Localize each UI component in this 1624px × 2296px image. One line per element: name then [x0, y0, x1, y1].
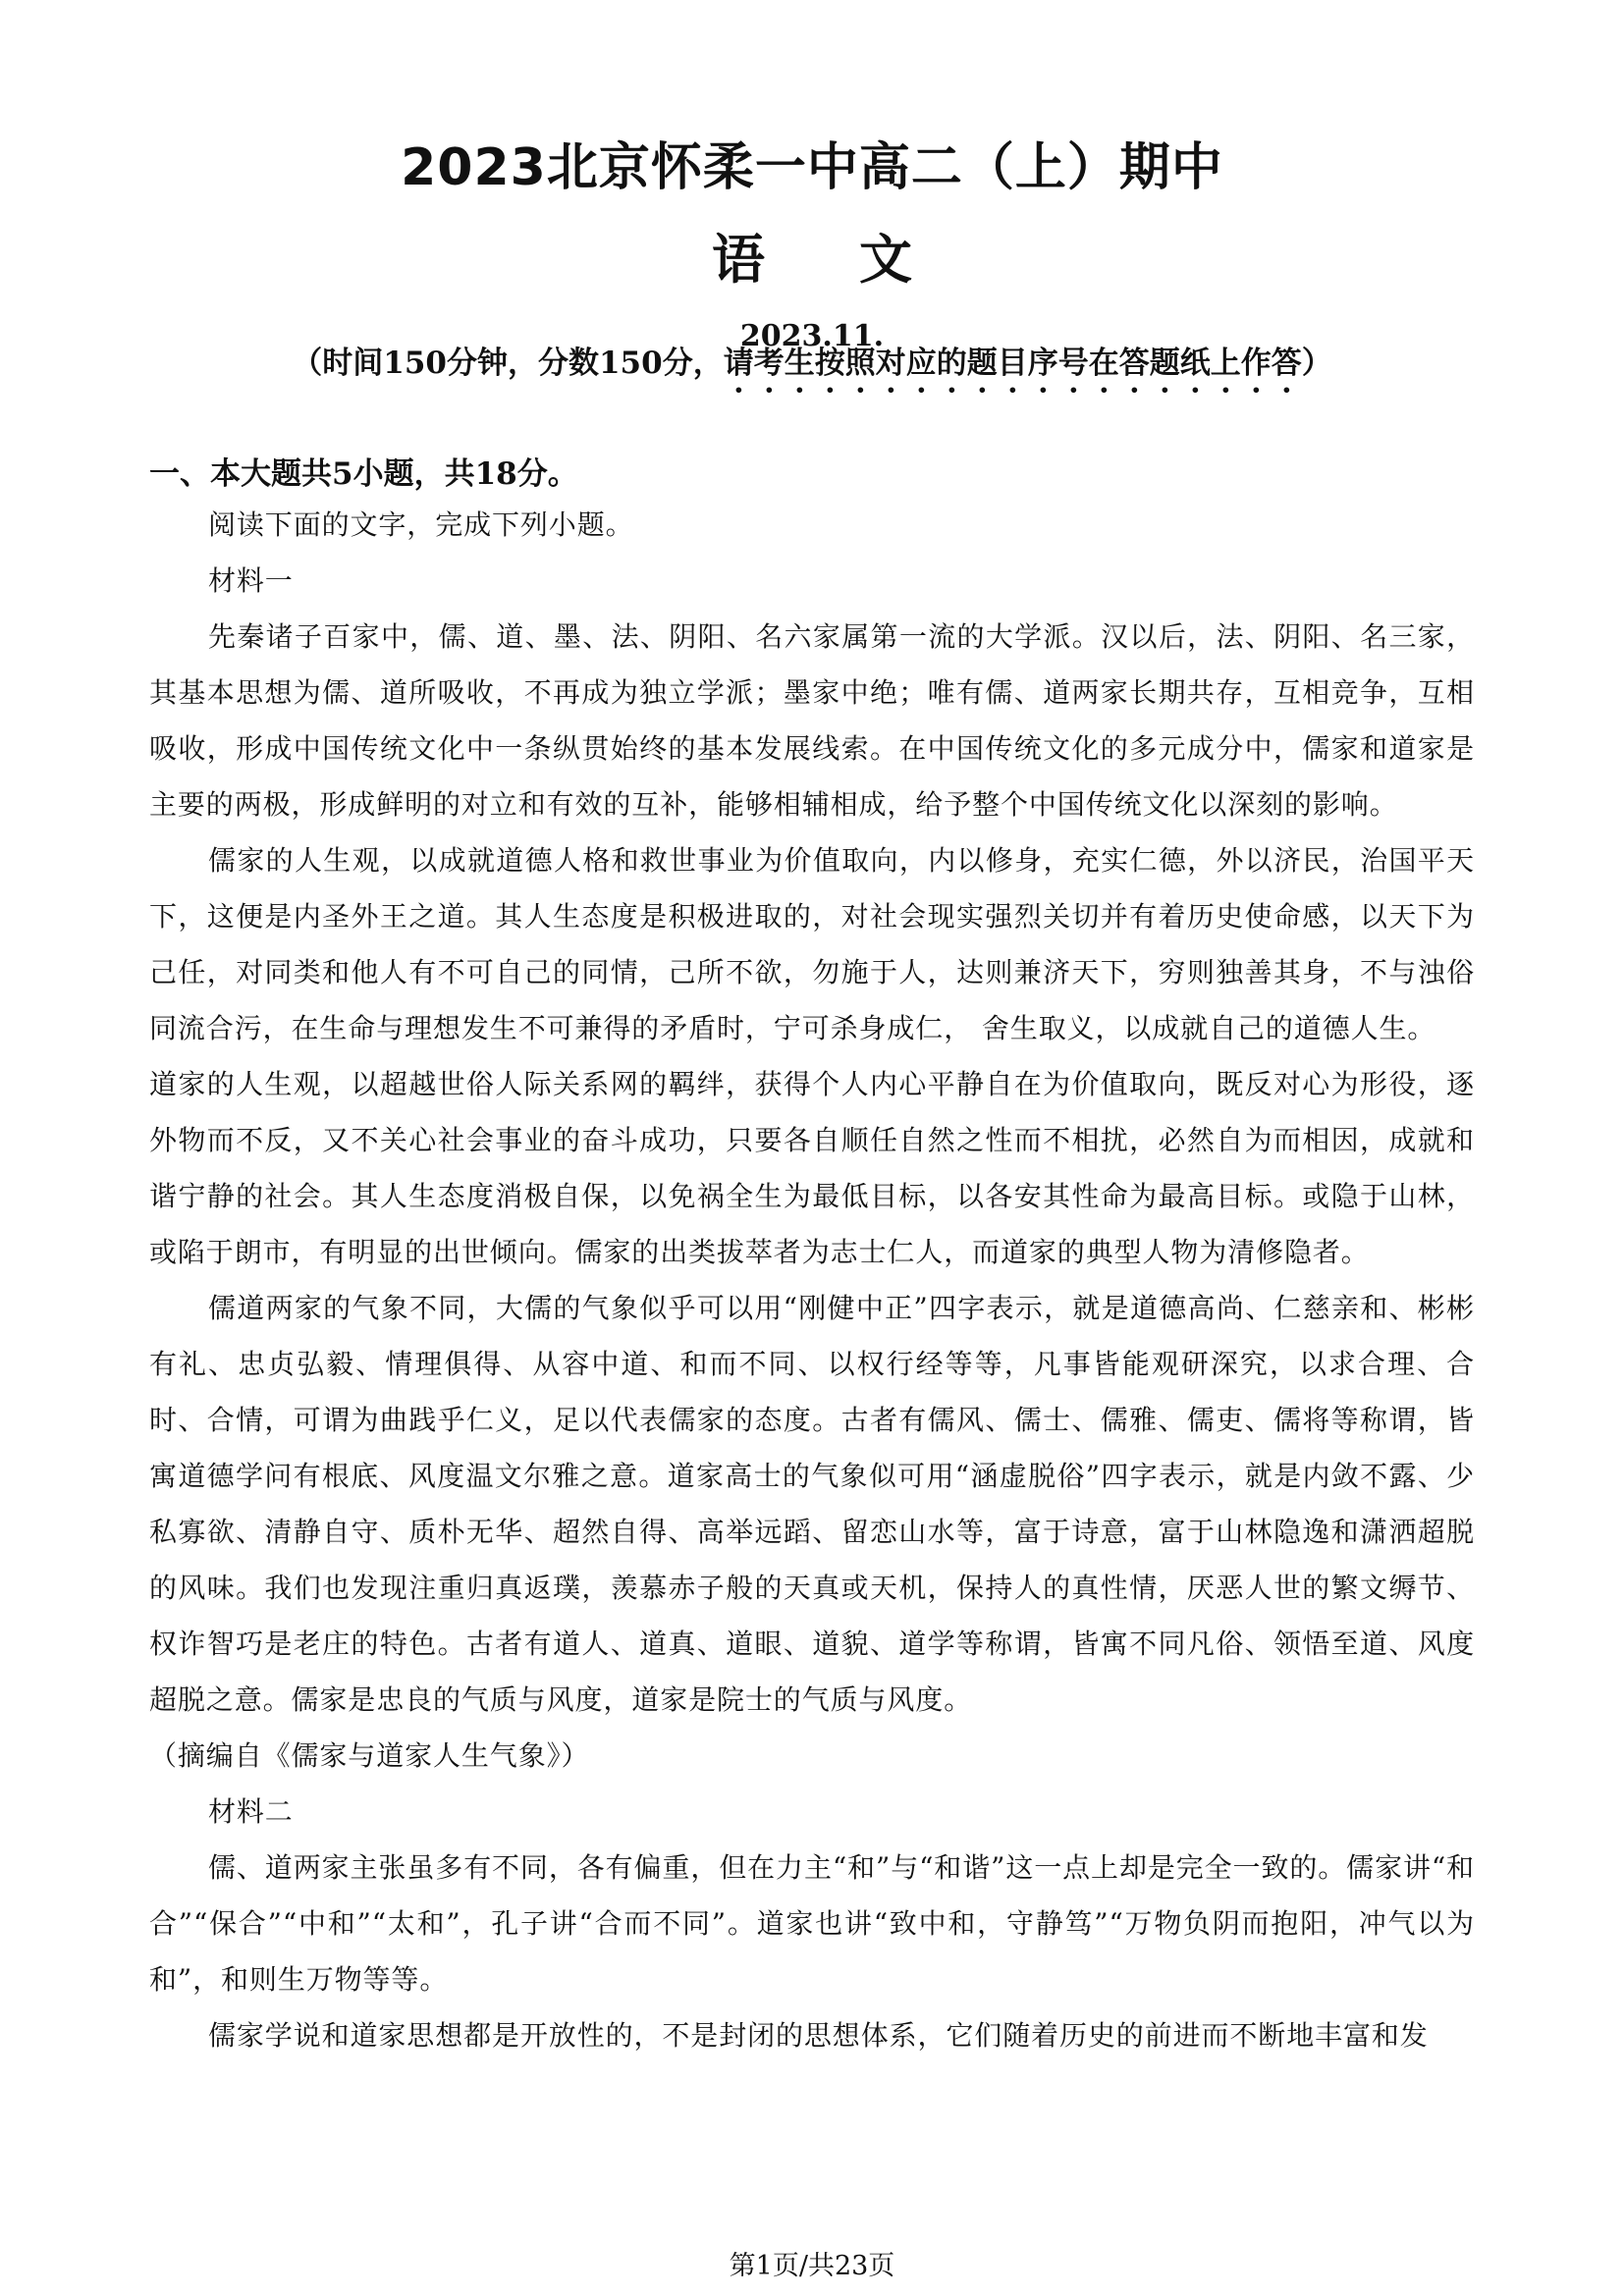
- material-two-paragraph: 儒、道两家主张虽多有不同，各有偏重，但在力主“和”与“和谐”这一点上却是完全一致的。儒家讲“和合”“保合”“中和”“太和”，孔子讲“合而不同”。道家也讲“致中和，守静笃”“万物负阴而抱阳，冲气以为和”，和则生万物等等。: [149, 1851, 1475, 1996]
- instructions-close: ）: [1301, 346, 1332, 381]
- instructions-text: （时间150分钟，分数150分，: [292, 346, 724, 381]
- section-heading: 一、本大题共5小题，共18分。: [149, 456, 578, 492]
- exam-title: 2023北京怀柔一中高二（上）期中: [401, 138, 1223, 197]
- material-one-label: 材料一: [208, 564, 294, 597]
- material-one-paragraph: 儒家的人生观，以成就道德人格和救世事业为价值取向，内以修身，充实仁德，外以济民，治国平天下，这便是内圣外王之道。其人生态度是积极进取的，对社会现实强烈关切并有着历史使命感，以天下为己任，对同类和他人有不可自己的同情，己所不欲，勿施于人，达则兼济天下，穷则独善其身，不与浊俗同流合污，在生命与理想发生不可兼得的矛盾时，宁可杀身成仁， 舍生取义，以成就自己的道德人生。: [149, 844, 1475, 1044]
- subject-heading: 语文: [712, 229, 1006, 291]
- exam-instructions: [0, 344, 1624, 400]
- reading-passage: [149, 497, 1475, 2063]
- material-one-paragraph: 儒道两家的气象不同，大儒的气象似乎可以用“刚健中正”四字表示，就是道德高尚、仁慈亲和、彬彬有礼、忠贞弘毅、情理俱得、从容中道、和而不同、以权行经等等，凡事皆能观研深究，以求合理、合时、合情，可谓为曲践乎仁义，足以代表儒家的态度。古者有儒风、儒士、儒雅、儒吏、儒将等称谓，皆寓道德学问有根底、风度温文尔雅之意。道家高士的气象似可用“涵虚脱俗”四字表示，就是内敛不露、少私寡欲、清静自守、质朴无华、超然自得、高举远蹈、留恋山水等，富于诗意，富于山林隐逸和潇洒超脱的风味。我们也发现注重归真返璞，羡慕赤子般的天真或天机，保持人的真性情，厌恶人世的繁文缛节、权诈智巧是老庄的特色。古者有道人、道真、道眼、道貌、道学等称谓，皆寓不同凡俗、领悟至道、风度超脱之意。儒家是忠良的气质与风度，道家是院士的气质与风度。: [149, 1292, 1475, 1716]
- intro-text: 阅读下面的文字，完成下列小题。: [208, 508, 634, 541]
- material-two-label: 材料二: [208, 1795, 294, 1828]
- material-one-source: （摘编自《儒家与道家人生气象》）: [149, 1739, 590, 1772]
- material-one-paragraph: 先秦诸子百家中，儒、道、墨、法、阴阳、名六家属第一流的大学派。汉以后，法、阴阳、名三家，其基本思想为儒、道所吸收，不再成为独立学派；墨家中绝；唯有儒、道两家长期共存，互相竞争，互相吸收，形成中国传统文化中一条纵贯始终的基本发展线索。在中国传统文化的多元成分中，儒家和道家是主要的两极，形成鲜明的对立和有效的互补，能够相辅相成，给予整个中国传统文化以深刻的影响。: [149, 620, 1475, 821]
- material-two-paragraph: 儒家学说和道家思想都是开放性的，不是封闭的思想体系，它们随着历史的前进而不断地丰富和发: [208, 2019, 1429, 2052]
- material-one-paragraph: 道家的人生观，以超越世俗人际关系网的羁绊，获得个人内心平静自在为价值取向，既反对心为形役，逐外物而不反，又不关心社会事业的奋斗成功，只要各自顺任自然之性而不相扰，必然自为而相因，成就和谐宁静的社会。其人生态度消极自保，以免祸全生为最低目标，以各安其性命为最高目标。或隐于山林，或陷于朗市，有明显的出世倾向。儒家的出类拔萃者为志士仁人，而道家的典型人物为清修隐者。: [149, 1068, 1475, 1268]
- exam-date: 2023.11.: [739, 319, 885, 353]
- page-number: 第1页/共23页: [729, 2251, 895, 2281]
- instructions-emphasis: 请考生按照对应的题目序号在答题纸上作答: [723, 346, 1302, 381]
